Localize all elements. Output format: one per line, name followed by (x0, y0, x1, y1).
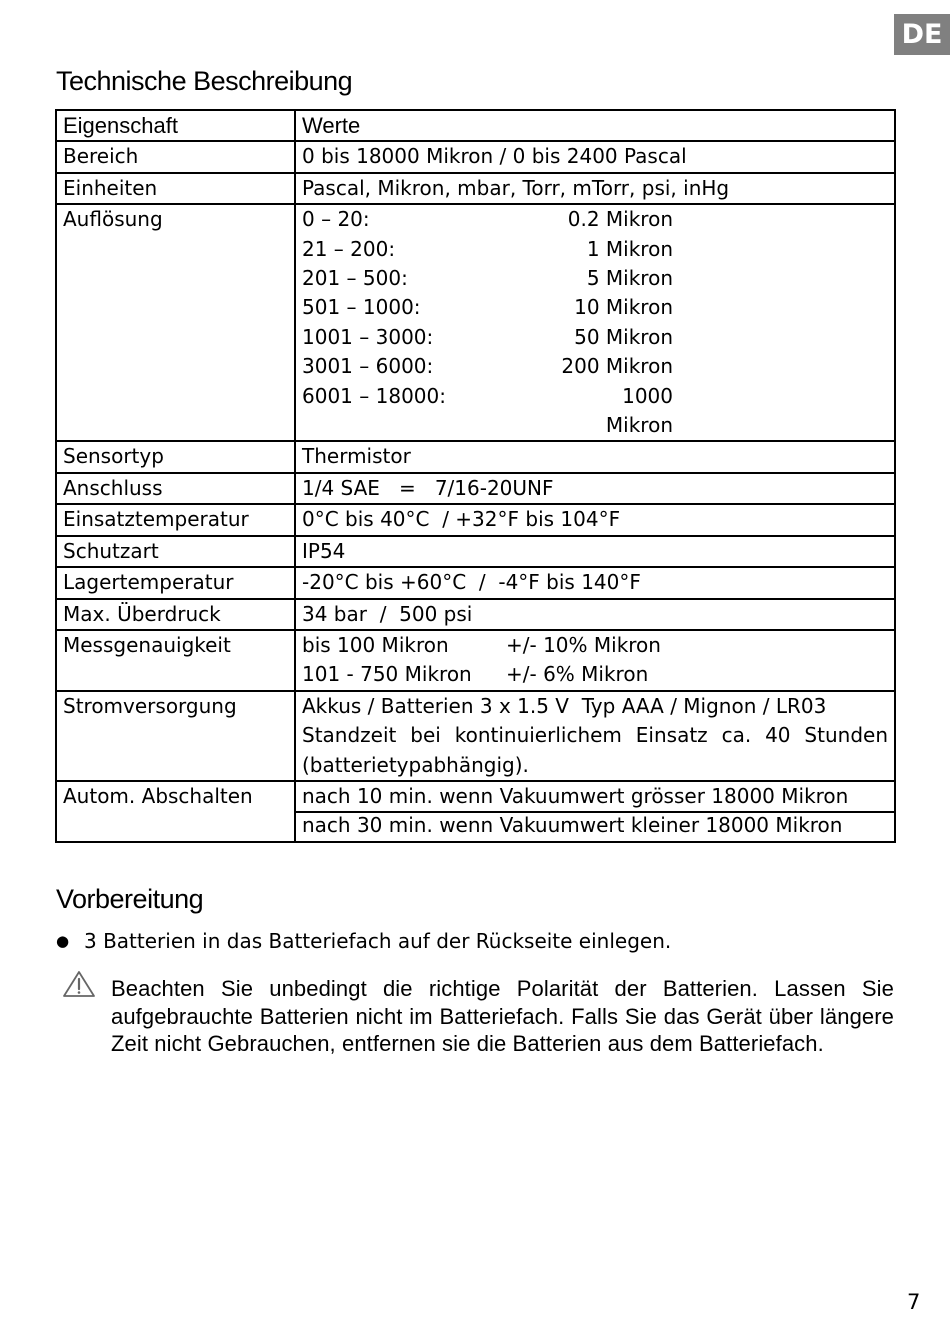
row-value: 0°C bis 40°C / +32°F bis 104°F (295, 504, 895, 535)
section-title-technical: Technische Beschreibung (56, 66, 353, 96)
power-supply-values (295, 691, 895, 781)
resolution-line (302, 293, 673, 322)
cell-divider (294, 811, 896, 813)
warning-text: Beachten Sie unbedingt die richtige Polarität der Batterien. Lassen Sie aufgebrauchte Batterien nicht im Batteriefach. Falls Sie das Gerät über längere Zeit nicht Gebrauchen, entfernen sie die Batterien aus dem Batteriefach. (111, 976, 894, 1056)
auto-off-text: nach 30 min. wenn Vakuumwert kleiner 18000 Mikron (302, 813, 843, 838)
resolution-values (295, 204, 895, 441)
row-value: Pascal, Mikron, mbar, Torr, mTorr, psi, inHg (295, 173, 895, 204)
row-value: 0 bis 18000 Mikron / 0 bis 2400 Pascal (295, 141, 895, 172)
warning-triangle-icon (62, 970, 96, 998)
auto-off-values (295, 781, 895, 842)
header-property: Eigenschaft (56, 110, 295, 141)
accuracy-range: 101 - 750 Mikron (302, 662, 472, 687)
section-title-preparation: Vorbereitung (56, 884, 204, 914)
row-value: 34 bar / 500 psi (295, 599, 895, 630)
table-row (56, 781, 895, 842)
resolution-value: 1 Mikron (586, 236, 673, 261)
row-label: Einsatztemperatur (56, 504, 295, 535)
bullet-text: 3 Batterien in das Batteriefach auf der Rückseite einlegen. (84, 929, 672, 953)
page-number: 7 (907, 1290, 921, 1314)
resolution-value: 10 Mikron (574, 295, 673, 320)
table-row (56, 441, 895, 472)
resolution-range: 0 – 20: (302, 207, 370, 232)
power-supply-line: Akkus / Batterien 3 x 1.5 V Typ AAA / Mignon / LR03 (302, 693, 827, 718)
table-row (56, 691, 895, 781)
header-values: Werte (295, 110, 895, 141)
resolution-value: 50 Mikron (574, 324, 673, 349)
resolution-line (302, 205, 673, 234)
row-label: Max. Überdruck (56, 599, 295, 630)
accuracy-values (295, 630, 895, 691)
table-header-row (56, 110, 895, 141)
row-label: Einheiten (56, 173, 295, 204)
row-label: Sensortyp (56, 441, 295, 472)
accuracy-range: bis 100 Mikron (302, 632, 449, 657)
resolution-line (302, 323, 673, 352)
table-row (56, 567, 895, 598)
table-row (56, 504, 895, 535)
resolution-value: 200 Mikron (561, 354, 673, 379)
resolution-line (302, 235, 673, 264)
auto-off-line (302, 811, 888, 840)
table-row (56, 141, 895, 172)
spec-table (55, 109, 896, 843)
table-row (56, 473, 895, 504)
table-row (56, 599, 895, 630)
resolution-range: 3001 – 6000: (302, 354, 434, 379)
resolution-value: 1000 Mikron (605, 383, 673, 438)
language-badge: DE (894, 14, 950, 55)
row-label: Anschluss (56, 473, 295, 504)
row-value: 1/4 SAE = 7/16-20UNF (295, 473, 895, 504)
table-row (56, 630, 895, 691)
row-value: IP54 (295, 536, 895, 567)
resolution-value: 0.2 Mikron (567, 207, 673, 232)
table-row (56, 536, 895, 567)
row-value: -20°C bis +60°C / -4°F bis 140°F (295, 567, 895, 598)
resolution-value: 5 Mikron (586, 266, 673, 291)
row-label: Autom. Abschalten (56, 781, 295, 842)
list-item (56, 929, 671, 953)
row-label: Lagertemperatur (56, 567, 295, 598)
table-row (56, 204, 895, 441)
row-label: Stromversorgung (56, 691, 295, 781)
table-row (56, 173, 895, 204)
row-label: Bereich (56, 141, 295, 172)
accuracy-value: +/- 10% Mikron (506, 632, 661, 657)
accuracy-line (302, 631, 888, 660)
resolution-line (302, 382, 673, 441)
accuracy-value: +/- 6% Mikron (506, 662, 649, 687)
row-label: Messgenauigkeit (56, 630, 295, 691)
resolution-range: 1001 – 3000: (302, 324, 434, 349)
resolution-line (302, 264, 673, 293)
resolution-line (302, 352, 673, 381)
row-value: Thermistor (295, 441, 895, 472)
resolution-range: 501 – 1000: (302, 295, 421, 320)
row-label: Auflösung (56, 204, 295, 441)
row-label: Schutzart (56, 536, 295, 567)
power-supply-runtime: Standzeit bei kontinuierlichem Einsatz ca. 40 Stunden (batterietypabhängig). (302, 723, 888, 777)
resolution-range: 201 – 500: (302, 266, 408, 291)
accuracy-line (302, 660, 888, 689)
resolution-range: 6001 – 18000: (302, 383, 446, 408)
resolution-range: 21 – 200: (302, 236, 396, 261)
bullet-dot: ● (56, 932, 70, 950)
auto-off-line: nach 10 min. wenn Vakuumwert grösser 18000 Mikron (302, 783, 849, 808)
